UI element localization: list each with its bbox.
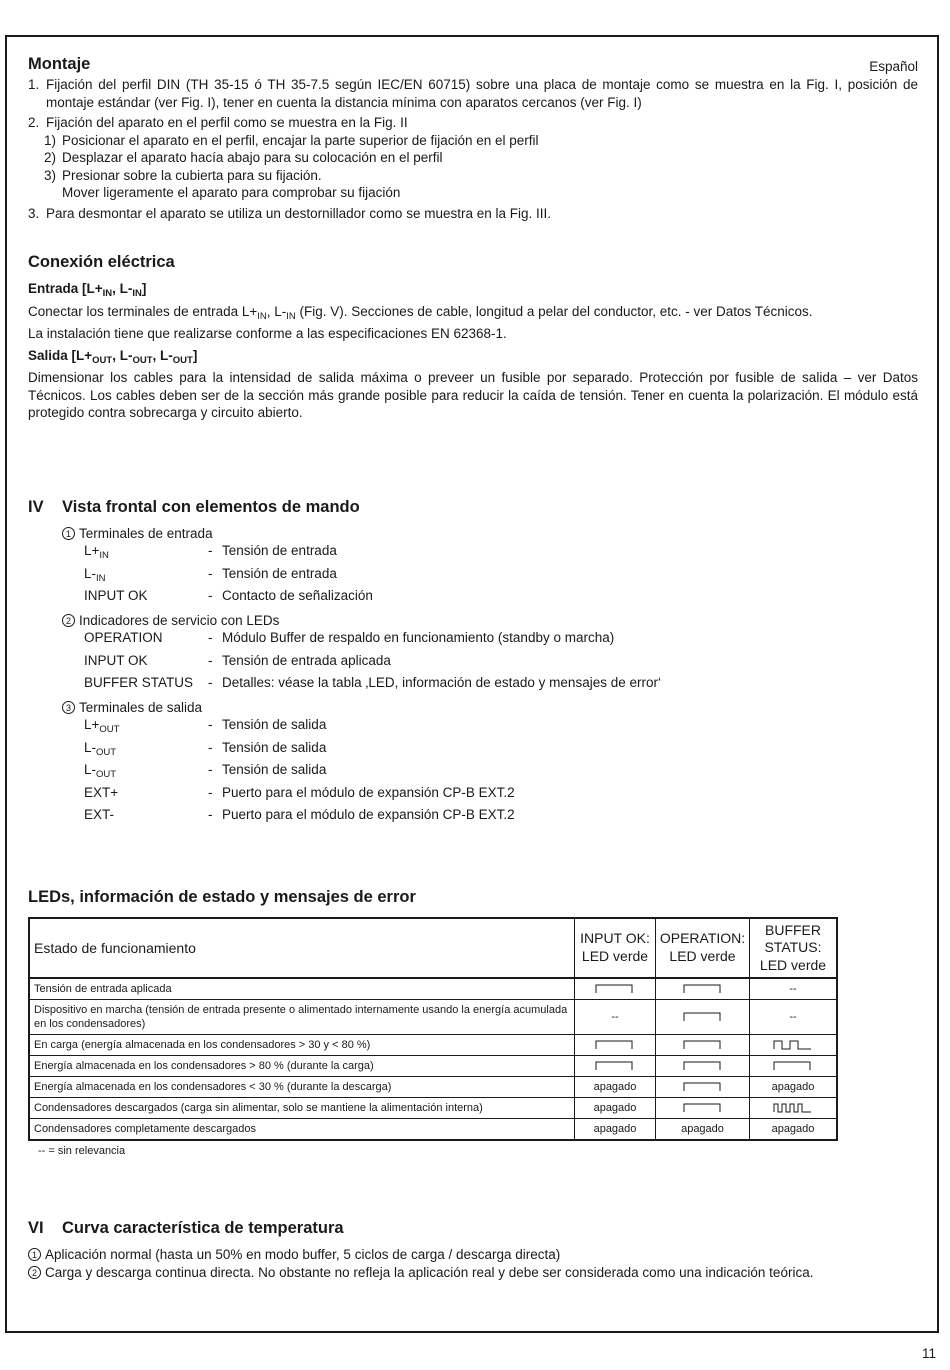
term xyxy=(84,784,208,807)
sub-text: Presionar sobre la cubierta para su fijación. xyxy=(62,167,322,183)
text-part: , L- xyxy=(266,303,287,319)
text-subscript: IN xyxy=(257,310,267,322)
sub-item xyxy=(28,167,918,185)
section-title-text: Curva característica de temperatura xyxy=(62,1219,344,1237)
section-curva xyxy=(28,1219,918,1281)
state-cell: Energía almacenada en los condensadores < 30 % (durante la descarga) xyxy=(29,1077,575,1098)
list-number: 3. xyxy=(28,205,40,221)
dash: - xyxy=(208,630,213,645)
label-part: ] xyxy=(141,281,147,296)
state-cell: Energía almacenada en los condensadores > 80 % (durante la carga) xyxy=(29,1056,575,1077)
dash: - xyxy=(208,739,213,755)
led-cell-c3: -- xyxy=(750,978,838,1000)
table-row xyxy=(29,1056,837,1077)
led-cell-c1: apagado xyxy=(575,1098,656,1119)
description: Tensión de entrada xyxy=(222,565,337,581)
led-on-icon xyxy=(595,984,635,994)
table-row xyxy=(29,1098,837,1119)
conexion-title: Conexión eléctrica xyxy=(28,253,175,271)
led-blink-fast-icon xyxy=(773,1103,813,1113)
label-subscript: OUT xyxy=(92,354,113,366)
section-vista-frontal xyxy=(28,498,918,829)
table-row xyxy=(29,1035,837,1056)
group-terminales-entrada xyxy=(28,525,918,610)
term-text: BUFFER STATUS xyxy=(84,675,194,690)
led-on-icon xyxy=(595,1040,635,1050)
led-on-icon xyxy=(683,984,723,994)
section-montaje xyxy=(28,55,918,222)
term-subscript: IN xyxy=(96,572,106,584)
dash: - xyxy=(208,762,213,777)
led-cell-c2 xyxy=(656,978,750,1000)
vista-title xyxy=(28,498,918,517)
led-on-icon xyxy=(773,1061,813,1071)
table-note: -- = sin relevancia xyxy=(38,1145,126,1157)
led-cell-c2 xyxy=(656,1000,750,1035)
dash: - xyxy=(208,543,213,558)
state-cell: Dispositivo en marcha (tensión de entrada presente o alimentado internamente usando la energía acumulada en los condensadores) xyxy=(29,1000,575,1035)
definition-row xyxy=(62,739,918,762)
text-part: Conectar los terminales de entrada L+ xyxy=(28,303,258,319)
led-on-icon xyxy=(683,1061,723,1071)
term-text: EXT+ xyxy=(84,784,119,800)
led-cell-c3: apagado xyxy=(750,1119,838,1141)
header-line: LED verde xyxy=(759,956,827,973)
section-leds xyxy=(28,888,918,1158)
term-text: OPERATION xyxy=(84,630,163,645)
led-blink-slow-icon xyxy=(773,1040,813,1050)
term xyxy=(84,652,208,675)
circled-number-icon: 3 xyxy=(62,701,75,714)
led-cell-c2 xyxy=(656,1077,750,1098)
group-terminales-salida xyxy=(28,699,918,829)
led-cell-c3 xyxy=(750,1035,838,1056)
led-cell-c1: -- xyxy=(575,1000,656,1035)
label-part: , L- xyxy=(152,347,173,363)
led-on-icon xyxy=(683,1082,723,1092)
state-cell: Condensadores descargados (carga sin alimentar, solo se mantiene la alimentación interna) xyxy=(29,1098,575,1119)
term xyxy=(84,674,208,697)
header-operation xyxy=(656,918,750,979)
description: Puerto para el módulo de expansión CP-B EXT.2 xyxy=(222,807,515,822)
entrada-text xyxy=(28,303,918,326)
header-line: BUFFER xyxy=(765,921,821,938)
led-cell-c2 xyxy=(656,1098,750,1119)
text-subscript: IN xyxy=(286,310,296,322)
sub-number: 3) xyxy=(44,167,57,183)
header-input-ok xyxy=(575,918,656,979)
term-subscript: OUT xyxy=(96,746,117,758)
list-text: Para desmontar el aparato se utiliza un destornillador como se muestra en la Fig. III. xyxy=(46,205,552,221)
description: Contacto de señalización xyxy=(222,588,373,603)
dash: - xyxy=(208,588,213,603)
circled-number-icon: 1 xyxy=(62,527,75,540)
group-title: Terminales de entrada xyxy=(79,525,213,541)
term-text: EXT- xyxy=(84,807,115,822)
led-cell-c1 xyxy=(575,1056,656,1077)
led-cell-c3 xyxy=(750,1098,838,1119)
label-part: Salida [L+ xyxy=(28,347,93,363)
sub-text-continued: Mover ligeramente el aparato para comprobar su fijación xyxy=(62,185,401,200)
term xyxy=(84,806,208,829)
dash: - xyxy=(208,807,213,822)
led-cell-c1: apagado xyxy=(575,1077,656,1098)
sub-item xyxy=(28,149,918,167)
term-subscript: IN xyxy=(99,550,109,561)
state-cell: Tensión de entrada aplicada xyxy=(29,978,575,1000)
group-indicadores xyxy=(28,612,918,697)
table-row xyxy=(29,1000,837,1035)
led-cell-c2: apagado xyxy=(656,1119,750,1141)
sub-item xyxy=(28,132,918,150)
dash: - xyxy=(208,675,213,690)
description: Módulo Buffer de respaldo en funcionamiento (standby o marcha) xyxy=(222,630,615,645)
led-on-icon xyxy=(595,1061,635,1071)
term-text: INPUT OK xyxy=(84,588,148,603)
label-part: , L- xyxy=(112,347,133,363)
table-header-row xyxy=(29,918,837,979)
header-line: LED verde xyxy=(581,947,649,964)
term-subscript: OUT xyxy=(99,724,120,735)
section-number: VI xyxy=(28,1219,44,1237)
term xyxy=(84,716,208,739)
section-number: IV xyxy=(28,497,44,516)
definition-row xyxy=(62,652,918,675)
definition-row xyxy=(62,806,918,829)
page-number: 11 xyxy=(921,1346,936,1361)
header-line: LED verde xyxy=(669,947,736,964)
led-cell-c3 xyxy=(750,1056,838,1077)
sub-text: Posicionar el aparato en el perfil, encajar la parte superior de fijación en el perfil xyxy=(62,132,539,148)
list-item xyxy=(28,114,918,132)
definition-row xyxy=(62,674,918,697)
led-on-icon xyxy=(683,1103,723,1113)
list-item xyxy=(28,205,918,223)
term xyxy=(84,565,208,588)
curva-title xyxy=(28,1219,918,1238)
entrada-text-2: La instalación tiene que realizarse conforme a las especificaciones EN 62368-1. xyxy=(28,326,507,341)
description: Tensión de entrada aplicada xyxy=(222,652,391,668)
definition-row xyxy=(62,587,918,610)
led-cell-c2 xyxy=(656,1035,750,1056)
term-text: L- xyxy=(84,762,97,777)
description: Tensión de salida xyxy=(222,762,327,777)
table-row xyxy=(29,1077,837,1098)
dash: - xyxy=(208,717,213,732)
sub-text: Desplazar el aparato hacía abajo para su colocación en el perfil xyxy=(62,150,443,165)
description: Puerto para el módulo de expansión CP-B EXT.2 xyxy=(222,784,515,800)
circled-number-icon: 1 xyxy=(28,1248,41,1261)
led-cell-c3: -- xyxy=(750,1000,838,1035)
circled-number-icon: 2 xyxy=(62,614,75,627)
section-conexion xyxy=(28,253,918,422)
term xyxy=(84,629,208,652)
description: Tensión de entrada xyxy=(222,543,337,558)
led-cell-c1: apagado xyxy=(575,1119,656,1141)
header-line: OPERATION: xyxy=(659,930,746,947)
salida-label xyxy=(28,347,918,370)
led-on-icon xyxy=(683,1012,723,1022)
term xyxy=(84,739,208,762)
language-label: Español xyxy=(869,59,918,74)
dash: - xyxy=(208,784,213,800)
list-text: Fijación del perfil DIN (TH 35-15 ó TH 35-7.5 según IEC/EN 60715) sobre una placa de montaje como se muestra en la Fig. I, posición de montaje estándar (ver Fig. I), tener en cuenta la distancia mínima con aparatos cercanos (ver Fig. I) xyxy=(46,77,918,110)
led-status-table xyxy=(28,917,838,1142)
label-subscript: OUT xyxy=(132,354,153,366)
led-on-icon xyxy=(683,1040,723,1050)
group-title: Terminales de salida xyxy=(79,699,203,715)
description: Tensión de salida xyxy=(222,717,327,732)
term-subscript: OUT xyxy=(96,769,117,780)
salida-text: Dimensionar los cables para la intensidad de salida máxima o preveer un fusible por separado. Protección por fusible de salida – ver Datos Técnicos. Los cables deben ser de la sección más grande posible para reducir la caída de tensión. Tener en cuenta la polarización. El módulo está protegido contra sobrecarga y circuito abierto. xyxy=(28,370,918,420)
term-text: L+ xyxy=(84,543,100,558)
label-part: Entrada [L+ xyxy=(28,281,103,296)
table-row xyxy=(29,978,837,1000)
definition-row xyxy=(62,565,918,588)
led-cell-c2 xyxy=(656,1056,750,1077)
label-part: ] xyxy=(192,347,198,363)
term-text: L- xyxy=(84,565,97,581)
list-text: Fijación del aparato en el perfil como se muestra en la Fig. II xyxy=(46,115,408,130)
section-title-text: Vista frontal con elementos de mando xyxy=(62,497,360,516)
led-cell-c1 xyxy=(575,1035,656,1056)
header-line: INPUT OK: xyxy=(580,930,650,947)
curva-item-text: Aplicación normal (hasta un 50% en modo buffer, 5 ciclos de carga / descarga directa) xyxy=(45,1247,561,1262)
term xyxy=(84,761,208,784)
list-number: 1. xyxy=(28,77,40,92)
label-subscript: IN xyxy=(132,288,142,299)
sub-number: 2) xyxy=(44,150,57,165)
description: Tensión de salida xyxy=(222,739,327,755)
group-title: Indicadores de servicio con LEDs xyxy=(79,612,280,628)
definition-row xyxy=(62,716,918,739)
led-cell-c1 xyxy=(575,978,656,1000)
led-cell-c3: apagado xyxy=(750,1077,838,1098)
page-content xyxy=(28,55,918,1281)
header-state: Estado de funcionamiento xyxy=(29,918,575,979)
label-subscript: IN xyxy=(102,288,113,299)
label-subscript: OUT xyxy=(172,354,193,366)
dash: - xyxy=(208,565,213,581)
label-part: , L- xyxy=(112,281,133,296)
dash: - xyxy=(208,652,213,668)
entrada-label xyxy=(28,280,918,303)
header-line: STATUS: xyxy=(764,939,822,955)
definition-row xyxy=(62,784,918,807)
term xyxy=(84,587,208,610)
definition-row xyxy=(62,542,918,565)
montaje-title: Montaje xyxy=(28,55,91,73)
term-text: L+ xyxy=(84,717,100,732)
curva-item-1 xyxy=(28,1246,918,1264)
curva-item-2 xyxy=(28,1264,918,1282)
text-part: (Fig. V). Secciones de cable, longitud a pelar del conductor, etc. - ver Datos Técnicos. xyxy=(295,303,813,319)
leds-title: LEDs, información de estado y mensajes de error xyxy=(28,887,416,906)
definition-row xyxy=(62,629,918,652)
curva-item-text: Carga y descarga continua directa. No obstante no refleja la aplicación real y debe ser considerada como una indicación teórica. xyxy=(45,1264,814,1280)
description: Detalles: véase la tabla ‚LED, información de estado y mensajes de error‘ xyxy=(222,675,661,690)
sub-number: 1) xyxy=(44,132,57,148)
list-number: 2. xyxy=(28,115,40,130)
table-row xyxy=(29,1119,837,1141)
header-buffer-status xyxy=(750,918,838,979)
state-cell: En carga (energía almacenada en los condensadores > 30 y < 80 %) xyxy=(29,1035,575,1056)
circled-number-icon: 2 xyxy=(28,1266,41,1279)
definition-row xyxy=(62,761,918,784)
list-item xyxy=(28,76,918,111)
term-text: INPUT OK xyxy=(84,652,148,668)
term xyxy=(84,542,208,565)
state-cell: Condensadores completamente descargados xyxy=(29,1119,575,1141)
term-text: L- xyxy=(84,739,97,755)
